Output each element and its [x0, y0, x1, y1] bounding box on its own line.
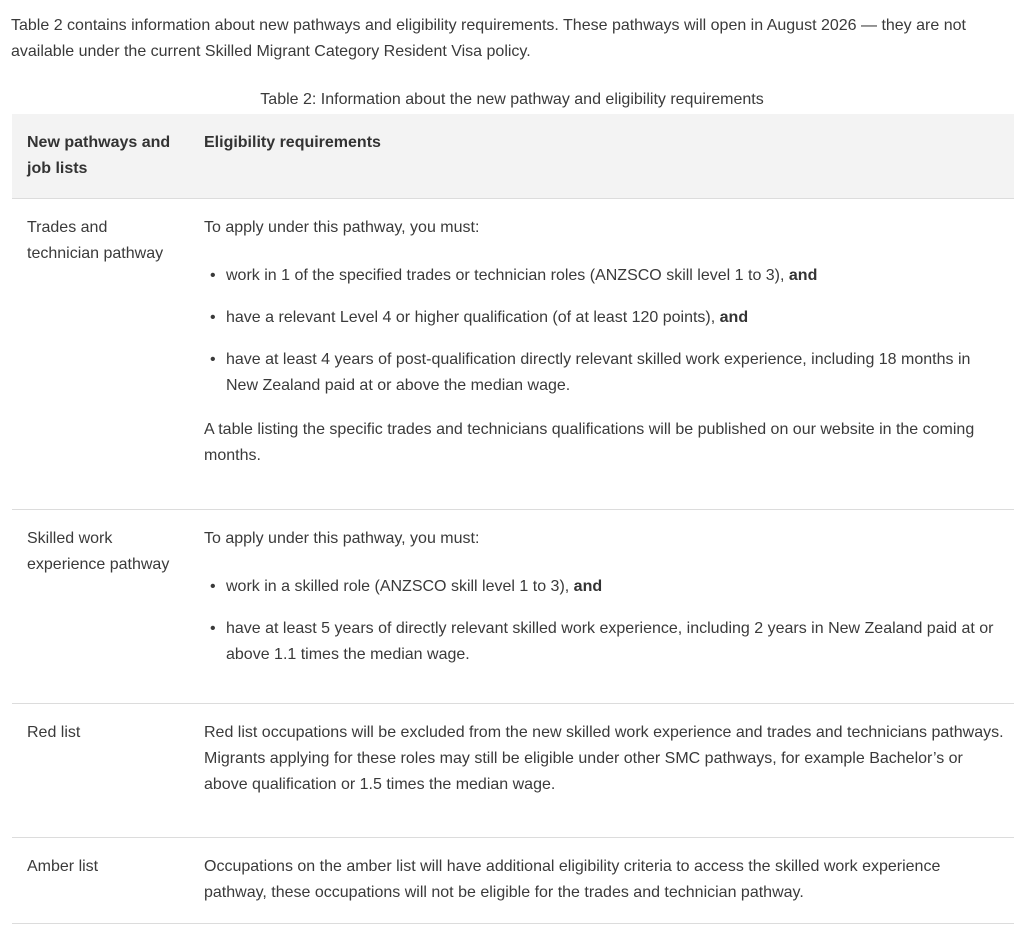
row-name-red-list: Red list	[27, 724, 81, 741]
list-item: • work in a skilled role (ANZSCO skill level 1 to 3), and	[210, 578, 603, 595]
list-item: • have at least 4 years of post-qualification directly relevant skilled work experience, including 18 months in New Zealand paid at or above the median wage.	[210, 351, 971, 394]
header-eligibility: Eligibility requirements	[204, 134, 381, 151]
requirements-list	[204, 574, 1004, 668]
row-name-trades: Trades and technician pathway	[27, 219, 164, 262]
table-header-row	[12, 114, 1014, 199]
row-text: Occupations on the amber list will have additional eligibility criteria to access the skilled work experience pathway, these occupations will not be eligible for the trades and technician pathway.	[204, 858, 941, 901]
table-row-red-list	[12, 704, 1014, 838]
row-name-amber-list: Amber list	[27, 858, 99, 875]
row-details-amber-list	[204, 854, 1004, 906]
intro-paragraph: Table 2 contains information about new pathways and eligibility requirements. These pathways will open in August 2026 — they are not available under the current Skilled Migrant Category Resident Visa policy.	[11, 17, 966, 60]
header-pathways: New pathways and job lists	[27, 134, 171, 177]
row-details-skilled-work	[204, 526, 1004, 668]
row-text: Red list occupations will be excluded from the new skilled work experience and trades and technicians pathways. Migrants applying for these roles may still be eligible under other SMC pathways, for example Bachelor’s or above qualification or 1.5 times the median wage.	[204, 724, 1004, 793]
list-item: • have at least 5 years of directly relevant skilled work experience, including 2 years in New Zealand paid at or above 1.1 times the median wage.	[210, 620, 994, 663]
list-item: • work in 1 of the specified trades or technician roles (ANZSCO skill level 1 to 3), and	[210, 267, 818, 284]
requirements-list	[204, 263, 1004, 399]
list-item: • have a relevant Level 4 or higher qualification (of at least 120 points), and	[210, 309, 749, 326]
row-note: A table listing the specific trades and technicians qualifications will be published on our website in the coming months.	[204, 421, 975, 464]
row-lead: To apply under this pathway, you must:	[204, 219, 480, 236]
table-row-trades	[12, 199, 1014, 510]
table-row-amber-list	[12, 838, 1014, 924]
row-details-red-list	[204, 720, 1004, 798]
table-caption: Table 2: Information about the new pathway and eligibility requirements	[260, 91, 764, 108]
row-name-skilled-work: Skilled work experience pathway	[27, 530, 170, 573]
pathways-table	[12, 114, 1014, 924]
row-details-trades	[204, 215, 1004, 469]
row-lead: To apply under this pathway, you must:	[204, 530, 480, 547]
table-row-skilled-work	[12, 510, 1014, 704]
